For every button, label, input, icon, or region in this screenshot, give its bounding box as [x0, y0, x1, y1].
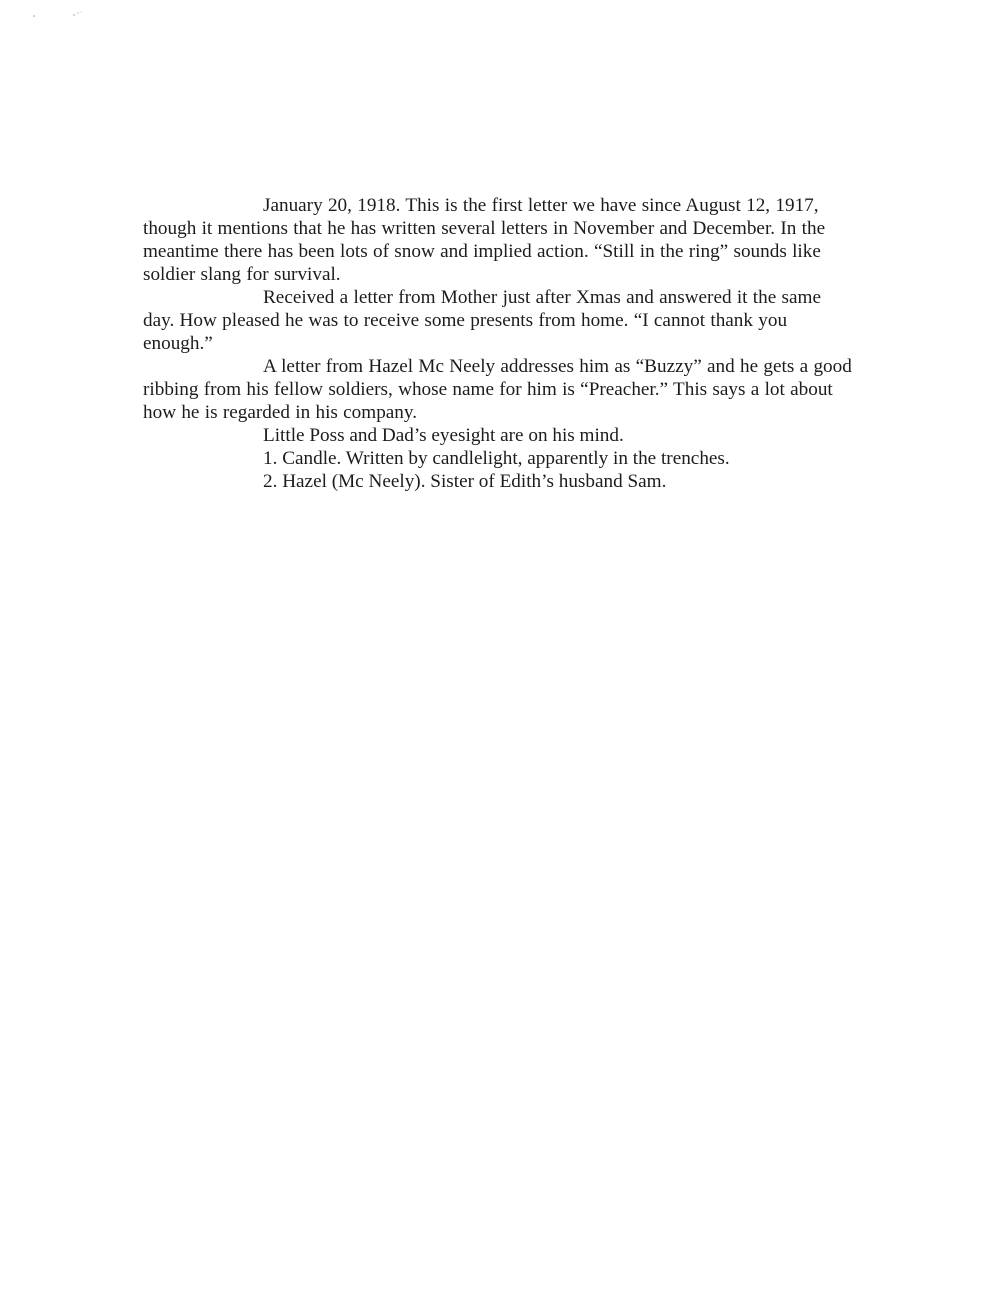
- footnote-candle: 1. Candle. Written by candlelight, apparently in the trenches.: [263, 448, 730, 469]
- paragraph-on-his-mind: Little Poss and Dad’s eyesight are on his mind.: [263, 425, 624, 446]
- paragraph-hazel-letter: A letter from Hazel Mc Neely addresses him as “Buzzy” and he gets a good ribbing from his fellow soldiers, whose name for him is “Preacher.” This says a lot about how he is regarded in his company.: [143, 356, 852, 423]
- scan-speck-marks: [30, 10, 90, 24]
- paragraph-mother-letter: Received a letter from Mother just after Xmas and answered it the same day. How pleased he was to receive some presents from home. “I cannot thank you enough.”: [143, 287, 821, 354]
- paragraph-letter-date: January 20, 1918. This is the first letter we have since August 12, 1917, though it mentions that he has written several letters in November and December. In the meantime there has been lots of snow and implied action. “Still in the ring” sounds like soldier slang for survival.: [143, 195, 826, 285]
- footnote-hazel: 2. Hazel (Mc Neely). Sister of Edith’s husband Sam.: [263, 471, 667, 492]
- letter-commentary: [143, 194, 855, 493]
